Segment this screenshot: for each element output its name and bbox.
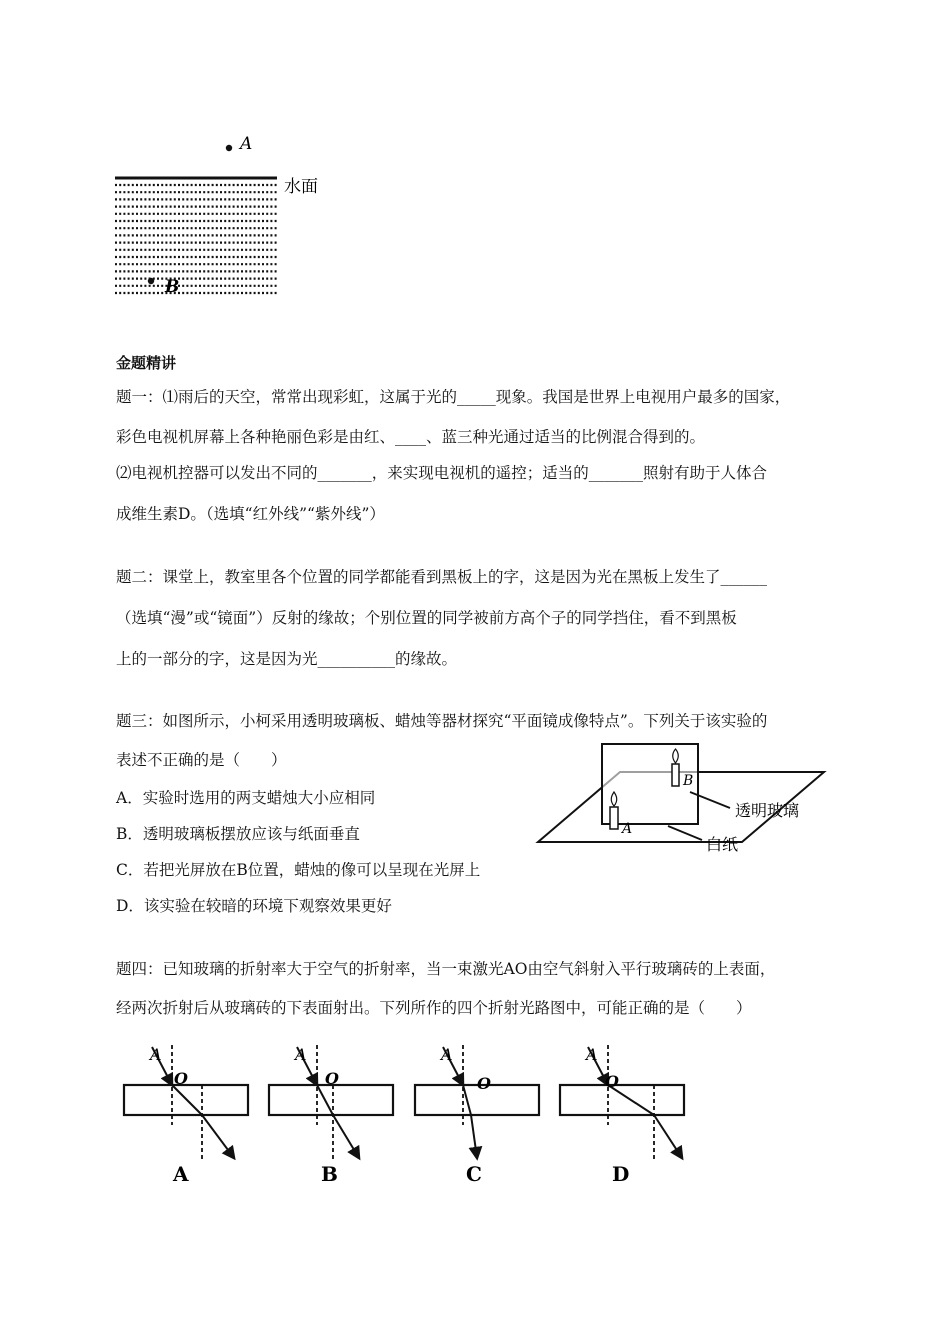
- point-o-label: O: [325, 1069, 339, 1088]
- point-b-label: B: [165, 277, 180, 297]
- water-dotted-area: [115, 185, 277, 293]
- candle-b-label: B: [683, 773, 694, 789]
- choice-label-c: C: [466, 1162, 482, 1186]
- q1-line3: ⑵电视机控器可以发出不同的_______，来实现电视机的遥控；适当的_______照射有助于人体合: [116, 464, 768, 482]
- point-a-label: A: [586, 1045, 598, 1064]
- point-a-dot: [226, 145, 232, 151]
- refracted-ray-inside: [463, 1085, 471, 1115]
- glass-slab: [560, 1085, 684, 1115]
- q2-line3: 上的一部分的字，这是因为光__________的缘故。: [116, 650, 458, 668]
- refracted-ray-inside: [172, 1085, 202, 1115]
- q1-line4: 成维生素D。（选填“红外线”“紫外线”）: [116, 505, 385, 523]
- refraction-diagram-d: [560, 1045, 684, 1160]
- mirror-experiment-figure: [530, 740, 830, 860]
- candle-b: [672, 764, 679, 786]
- paper-label: 白纸: [706, 835, 739, 854]
- candle-a: [610, 807, 618, 829]
- point-a-label: A: [295, 1045, 307, 1064]
- choice-label-a: A: [173, 1162, 189, 1186]
- water-surface-figure: [110, 128, 340, 308]
- q4-line2: 经两次折射后从玻璃砖的下表面射出。下列所作的四个折射光路图中，可能正确的是（ ）: [116, 999, 752, 1017]
- refraction-diagram-b: [269, 1045, 393, 1160]
- choice-label-d: D: [612, 1162, 630, 1186]
- point-o-label: O: [477, 1074, 491, 1093]
- glass-label: 透明玻璃: [735, 801, 800, 820]
- q3-line1: 题三：如图所示，小柯采用透明玻璃板、蜡烛等器材探究“平面镜成像特点”。下列关于该实验的: [116, 712, 768, 730]
- candle-b-flame: [673, 749, 678, 763]
- q3-line2: 表述不正确的是（ ）: [116, 751, 287, 769]
- refracted-ray-inside: [317, 1085, 333, 1115]
- q2-line1: 题二：课堂上，教室里各个位置的同学都能看到黑板上的字，这是因为光在黑板上发生了______: [116, 568, 768, 586]
- refraction-diagram-c: [415, 1045, 539, 1158]
- q3-option-a: A．实验时选用的两支蜡烛大小应相同: [116, 789, 376, 807]
- point-o-label: O: [174, 1069, 188, 1088]
- section-title: 金题精讲: [116, 354, 177, 372]
- q3-option-c: C．若把光屏放在B位置，蜡烛的像可以呈现在光屏上: [116, 861, 481, 879]
- point-a-label: A: [240, 134, 253, 154]
- point-a-label: A: [150, 1045, 162, 1064]
- emergent-ray: [471, 1115, 477, 1158]
- candle-a-label: A: [622, 821, 633, 837]
- emergent-ray: [202, 1115, 234, 1158]
- q2-line2: （选填“漫”或“镜面”）反射的缘故；个别位置的同学被前方高个子的同学挡住，看不到黑板: [116, 609, 737, 627]
- point-a-label: A: [441, 1045, 453, 1064]
- emergent-ray: [333, 1115, 359, 1158]
- q4-line1: 题四：已知玻璃的折射率大于空气的折射率，当一束激光AO由空气斜射入平行玻璃砖的上表面，: [116, 960, 776, 978]
- paper-leader-line: [668, 826, 702, 840]
- q1-line1: 题一：⑴雨后的天空，常常出现彩虹，这属于光的_____现象。我国是世界上电视用户最多的国家，: [116, 388, 791, 406]
- point-o-label: O: [605, 1072, 619, 1091]
- water-surface-label: 水面: [284, 177, 318, 197]
- choice-label-b: B: [321, 1162, 338, 1186]
- refraction-diagram-a: [124, 1045, 248, 1160]
- point-b-dot: [148, 278, 154, 284]
- q3-option-d: D．该实验在较暗的环境下观察效果更好: [116, 897, 392, 915]
- q1-line2: 彩色电视机屏幕上各种艳丽色彩是由红、____、蓝三种光通过适当的比例混合得到的。: [116, 428, 706, 446]
- emergent-ray: [654, 1115, 682, 1158]
- refraction-diagrams: [110, 1035, 710, 1190]
- q3-option-b: B．透明玻璃板摆放应该与纸面垂直: [116, 825, 360, 843]
